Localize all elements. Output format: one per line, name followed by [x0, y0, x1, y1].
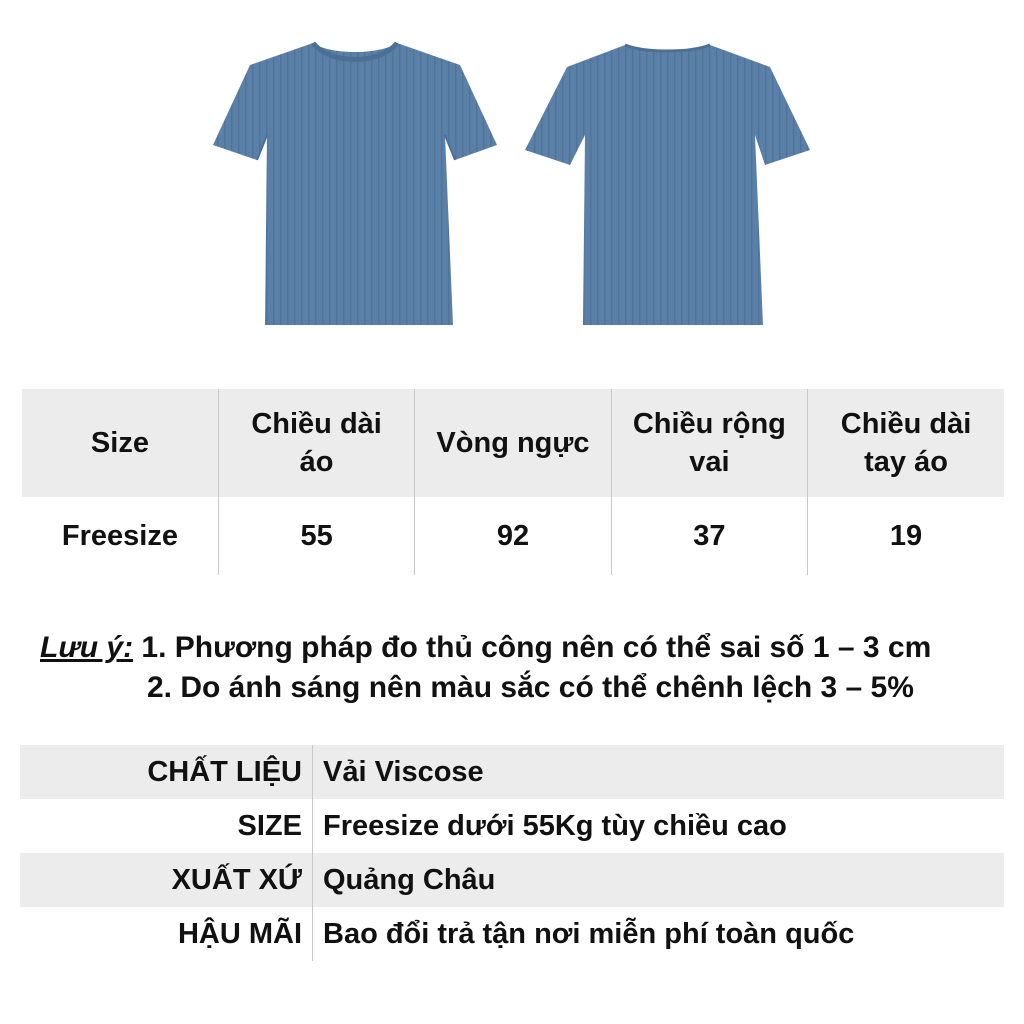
- shirt-back-icon: [515, 35, 820, 335]
- info-label: XUẤT XỨ: [20, 853, 313, 907]
- note-text-2: 2. Do ánh sáng nên màu sắc có thể chênh lệch 3 – 5%: [147, 671, 914, 704]
- info-row-size: [20, 799, 1004, 853]
- header-length: Chiều dài áo: [218, 389, 414, 497]
- info-label: CHẤT LIỆU: [20, 745, 313, 799]
- info-label: SIZE: [20, 799, 313, 853]
- header-sleeve: Chiều dài tay áo: [808, 389, 1004, 497]
- header-size: Size: [90, 427, 149, 459]
- cell-size: Freesize: [61, 520, 178, 552]
- info-label: HẬU MÃI: [20, 907, 313, 961]
- info-row-aftersales: [20, 907, 1004, 961]
- note-line-2: [40, 668, 1010, 708]
- product-images: [0, 0, 1024, 340]
- info-row-material: [20, 745, 1004, 799]
- cell-chest: 92: [415, 497, 611, 575]
- cell-shoulder: 37: [611, 497, 807, 575]
- size-chart: [22, 389, 1004, 575]
- product-info: [20, 745, 1004, 961]
- cell-sleeve: 19: [808, 497, 1004, 575]
- info-value: Vải Viscose: [323, 755, 484, 788]
- table-row: [22, 497, 1004, 575]
- measurement-note: [40, 628, 1010, 708]
- info-value: Freesize dưới 55Kg tùy chiều cao: [323, 809, 787, 842]
- info-row-origin: [20, 853, 1004, 907]
- note-text-1: 1. Phương pháp đo thủ công nên có thể sai số 1 – 3 cm: [141, 631, 932, 664]
- header-shoulder: Chiều rộng vai: [611, 389, 807, 497]
- note-label: Lưu ý:: [40, 631, 134, 664]
- shirt-front-icon: [205, 35, 505, 335]
- size-chart-header: [22, 389, 1004, 497]
- info-value: Bao đổi trả tận nơi miễn phí toàn quốc: [323, 917, 855, 950]
- note-line-1: [40, 628, 1010, 668]
- info-value: Quảng Châu: [323, 863, 496, 896]
- header-chest: Vòng ngực: [415, 389, 611, 497]
- cell-length: 55: [218, 497, 414, 575]
